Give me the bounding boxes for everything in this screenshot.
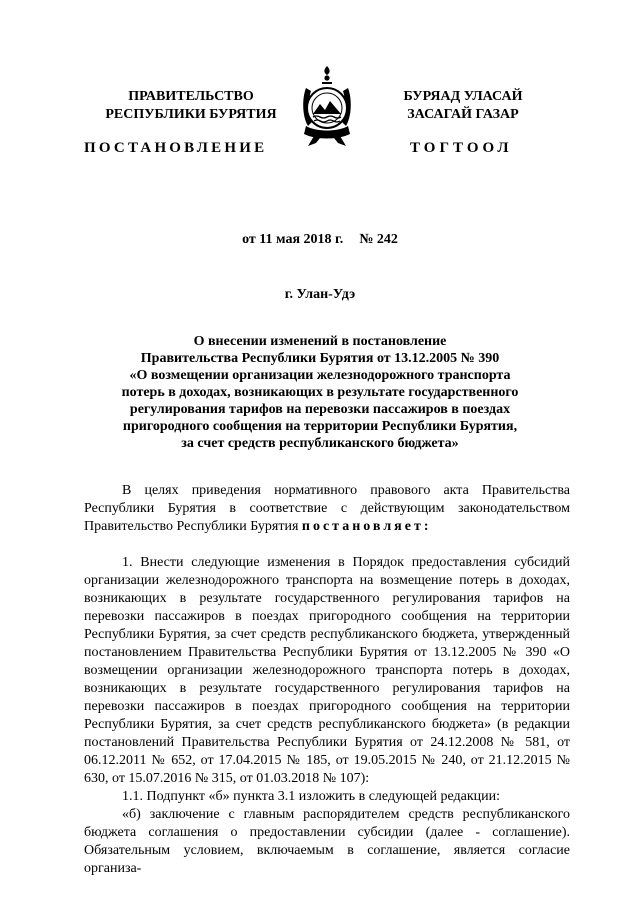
title-line: Правительства Республики Бурятия от 13.12.2005 № 390 [140,351,500,366]
header-left-line2: РЕСПУБЛИКИ БУРЯТИЯ [105,107,277,122]
header-right-line2: ЗАСАГАЙ ГАЗАР [407,107,519,122]
document-body [84,482,570,878]
header-right-line1: БУРЯАД УЛАСАЙ [403,89,523,104]
title-line: регулирования тарифов на перевозки пассажиров в поездах [129,402,511,417]
title-line: «О возмещении организации железнодорожного транспорта [129,368,511,383]
paragraph-preamble [84,482,570,536]
header-left [96,88,286,124]
document-date: от 11 мая 2018 г. [242,232,344,247]
coat-of-arms-buryatia-icon [294,64,360,148]
header-left-line1: ПРАВИТЕЛЬСТВО [128,89,254,104]
city: г. Улан-Удэ [284,287,356,302]
preamble-text: В целях приведения нормативного правового акта Правительства Республики Бурятия в соответствие с действующим законодательством Правительство Республики Бурятия [84,483,570,534]
title-line: О внесении изменений в постановление [193,334,447,349]
header-right [368,88,558,124]
resolves-word: постановляет: [301,519,432,534]
document-number: № 242 [359,232,398,247]
paragraph-item-1: 1. Внести следующие изменения в Порядок предоставления субсидий организации железнодорожного транспорта на возмещение потерь в доходах, возникающих в результате государственного регулирования тарифов на перевозки пассажиров в поездах пригородного сообщения на территории Республики Бурятия, за счет средств республиканского бюджета, утвержденный постановлением Правительства Республики Бурятия от 13.12.2005 № 390 «О возмещении организации железнодорожного транспорта потерь в доходах, возникающих в результате государственного регулирования тарифов на перевозки пассажиров в поездах пригородного сообщения на территории Республики Бурятия, за счет средств республиканского бюджета» (в редакции постановлений Правительства Республики Бурятия от 24.12.2008 № 581, от 06.12.2011 № 652, от 17.04.2015 № 185, от 19.05.2015 № 240, от 21.12.2015 № 630, от 15.07.2016 № 315, от 01.03.2018 № 107): [84,555,570,786]
paragraph-item-1-1: 1.1. Подпункт «б» пункта 3.1 изложить в следующей редакции: [122,789,501,804]
paragraph-item-b: «б) заключение с главным распорядителем средств республиканского бюджета соглашения о предоставлении субсидии (далее - соглашение). Обязательным условием, включаемым в соглашение, является согласие организа- [84,807,570,876]
title-line: пригородного сообщения на территории Республики Бурятия, [122,419,518,434]
title-line: за счет средств республиканского бюджета» [181,436,459,451]
date-number-line [0,232,640,248]
document-title [100,333,540,452]
doc-type-ru: ПОСТАНОВЛЕНИЕ [84,140,268,156]
title-line: потерь в доходах, возникающих в результате государственного [121,385,519,400]
doc-type-bua: ТОГТООЛ [410,140,513,156]
